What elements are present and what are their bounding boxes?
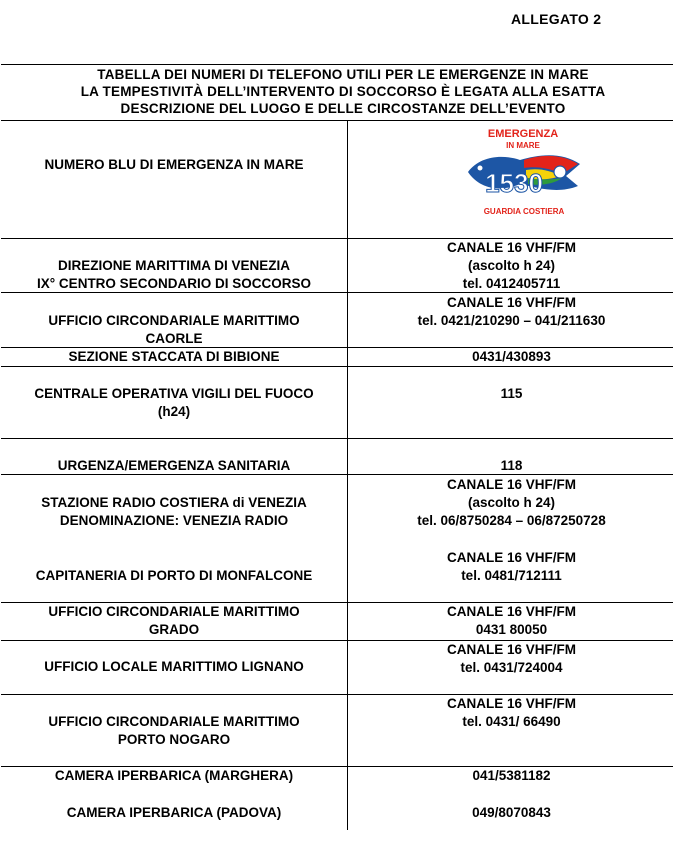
row-divider bbox=[1, 438, 673, 439]
name-line: DENOMINAZIONE: VENEZIA RADIO bbox=[59, 513, 289, 528]
table-title-line-2: LA TEMPESTIVITÀ DELL’INTERVENTO DI SOCCORSO È LEGATA ALLA ESATTA bbox=[80, 84, 606, 99]
row-name-numero-blu bbox=[2, 156, 346, 174]
logo-number: 1530 bbox=[485, 168, 543, 198]
name-line: URGENZA/EMERGENZA SANITARIA bbox=[57, 458, 291, 473]
contact-line: tel. 0481/712111 bbox=[461, 568, 562, 583]
row-name-direzione-marittima bbox=[2, 257, 346, 293]
contact-line: CANALE 16 VHF/FM bbox=[446, 642, 576, 657]
name-line: DIREZIONE MARITTIMA DI VENEZIA bbox=[58, 258, 290, 273]
name-line: NUMERO BLU DI EMERGENZA IN MARE bbox=[44, 157, 304, 172]
contact-line: tel. 0431/ 66490 bbox=[462, 714, 561, 729]
allegato-label: ALLEGATO 2 bbox=[511, 11, 602, 27]
name-line: CAMERA IPERBARICA (MARGHERA) bbox=[54, 768, 294, 783]
contact-line: 049/8070843 bbox=[472, 805, 551, 820]
name-line: UFFICIO CIRCONDARIALE MARITTIMO bbox=[48, 313, 300, 328]
contact-line: tel. 0412405711 bbox=[462, 276, 561, 291]
row-name-urgenza-sanitaria bbox=[2, 457, 346, 475]
row-contact-bibione bbox=[350, 348, 673, 366]
contact-line: tel. 0421/210290 – 041/211630 bbox=[417, 313, 606, 328]
row-contact-camera-iperbarica-padova bbox=[350, 804, 673, 822]
emergenza-1530-logo bbox=[462, 124, 584, 228]
name-line: GRADO bbox=[148, 622, 200, 637]
name-line: SEZIONE STACCATA DI BIBIONE bbox=[68, 349, 280, 364]
row-contact-porto-nogaro bbox=[350, 695, 673, 731]
name-line: UFFICIO CIRCONDARIALE MARITTIMO bbox=[48, 604, 300, 619]
contact-line: 0431/430893 bbox=[472, 349, 551, 364]
contact-line: CANALE 16 VHF/FM bbox=[446, 550, 576, 565]
contact-line: 118 bbox=[500, 458, 523, 473]
row-contact-lignano bbox=[350, 641, 673, 677]
name-line: CAPITANERIA DI PORTO DI MONFALCONE bbox=[35, 568, 313, 583]
title-divider bbox=[1, 120, 673, 121]
name-line: STAZIONE RADIO COSTIERA di VENEZIA bbox=[41, 495, 307, 510]
logo-bottom-text: GUARDIA COSTIERA bbox=[483, 207, 565, 216]
contact-line: 0431 80050 bbox=[475, 622, 548, 637]
table-title-line-1: TABELLA DEI NUMERI DI TELEFONO UTILI PER LE EMERGENZE IN MARE bbox=[97, 67, 589, 82]
row-divider bbox=[1, 366, 673, 367]
row-contact-venezia-radio bbox=[350, 476, 673, 530]
logo-mid-text: IN MARE bbox=[506, 141, 540, 150]
table-title-line-3: DESCRIZIONE DEL LUOGO E DELLE CIRCOSTANZE DELL’EVENTO bbox=[120, 101, 566, 116]
contact-line: (ascolto h 24) bbox=[467, 495, 556, 510]
row-contact-camera-iperbarica-marghera bbox=[350, 767, 673, 785]
row-name-venezia-radio bbox=[2, 494, 346, 530]
row-name-caorle bbox=[2, 312, 346, 348]
name-line: UFFICIO CIRCONDARIALE MARITTIMO bbox=[48, 714, 300, 729]
row-name-vigili-del-fuoco bbox=[2, 385, 346, 421]
contact-line: CANALE 16 VHF/FM bbox=[446, 295, 576, 310]
name-line: IX° CENTRO SECONDARIO DI SOCCORSO bbox=[37, 276, 311, 291]
contact-line: CANALE 16 VHF/FM bbox=[446, 477, 576, 492]
contact-line: CANALE 16 VHF/FM bbox=[446, 240, 576, 255]
row-contact-urgenza-sanitaria bbox=[350, 457, 673, 475]
row-contact-direzione-marittima bbox=[350, 239, 673, 293]
contact-line: CANALE 16 VHF/FM bbox=[446, 696, 576, 711]
name-line: UFFICIO LOCALE MARITTIMO LIGNANO bbox=[44, 659, 304, 674]
row-name-porto-nogaro bbox=[2, 713, 346, 749]
row-name-camera-iperbarica-padova bbox=[2, 804, 346, 822]
row-name-grado bbox=[2, 603, 346, 639]
row-name-camera-iperbarica-marghera bbox=[2, 767, 346, 785]
row-name-bibione bbox=[2, 348, 346, 366]
row-contact-monfalcone bbox=[350, 549, 673, 585]
name-line: CAORLE bbox=[145, 331, 203, 346]
column-divider bbox=[347, 120, 348, 830]
row-name-monfalcone bbox=[2, 567, 346, 585]
contact-line: 041/5381182 bbox=[472, 768, 551, 783]
row-name-lignano bbox=[2, 658, 346, 676]
contact-line: (ascolto h 24) bbox=[467, 258, 556, 273]
name-line: CAMERA IPERBARICA (PADOVA) bbox=[66, 805, 282, 820]
row-contact-vigili-del-fuoco bbox=[350, 385, 673, 403]
row-contact-grado bbox=[350, 603, 673, 639]
contact-line: tel. 06/8750284 – 06/87250728 bbox=[417, 513, 606, 528]
contact-line: CANALE 16 VHF/FM bbox=[446, 604, 576, 619]
row-contact-caorle bbox=[350, 294, 673, 330]
name-line: PORTO NOGARO bbox=[117, 732, 231, 747]
logo-top-text: EMERGENZA bbox=[487, 128, 559, 140]
name-line: (h24) bbox=[157, 404, 191, 419]
name-line: CENTRALE OPERATIVA VIGILI DEL FUOCO bbox=[34, 386, 314, 401]
contact-line: tel. 0431/724004 bbox=[460, 660, 563, 675]
contact-line: 115 bbox=[500, 386, 523, 401]
table-top-border bbox=[1, 64, 673, 65]
